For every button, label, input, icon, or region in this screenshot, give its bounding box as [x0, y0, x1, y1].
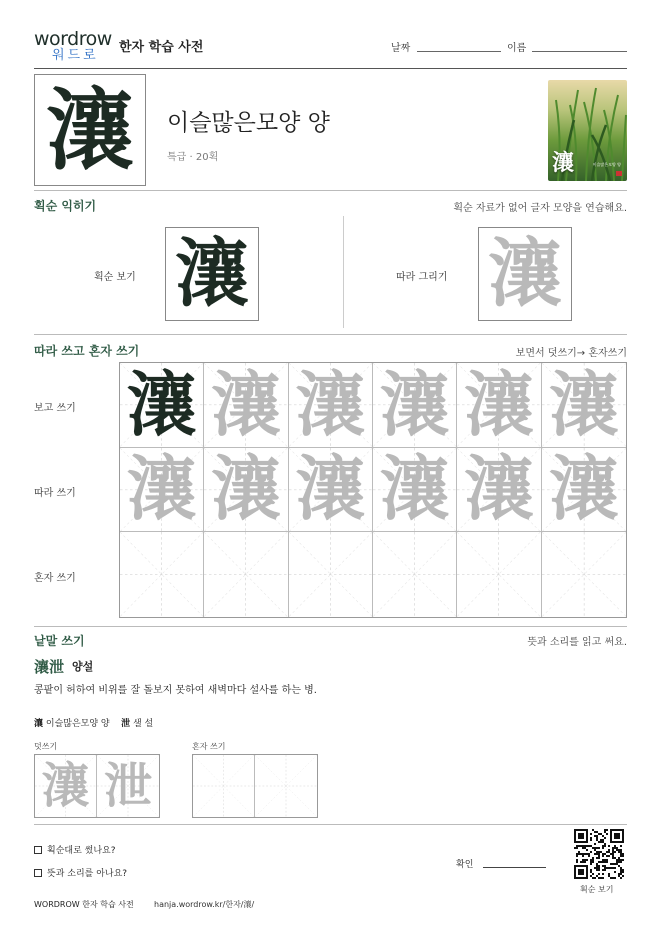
vocab-parts: [34, 716, 153, 729]
confirm-label: 확인: [456, 860, 474, 870]
check-label: 뜻과 소리를 아나요?: [47, 869, 128, 879]
stroke-section-title: 획순 익히기: [34, 199, 97, 213]
practice-grid: [119, 362, 627, 618]
practice-cell[interactable]: [289, 363, 373, 448]
practice-cell[interactable]: [120, 532, 204, 617]
part-gloss: 샐 설: [132, 719, 154, 729]
practice-character: 瀼: [463, 363, 534, 446]
guide-lines: [255, 755, 317, 817]
practice-character: 瀼: [379, 363, 450, 446]
vocab-alone-label: 혼자 쓰기: [192, 742, 226, 751]
name-field[interactable]: [532, 51, 627, 52]
name-label: 이름: [507, 43, 527, 54]
logo-korean: 워드로: [52, 48, 99, 63]
hero-character: 瀼: [45, 78, 134, 182]
qr-code-icon[interactable]: [574, 829, 624, 879]
practice-cell[interactable]: [373, 448, 457, 533]
vocab-trace-character: 瀼: [41, 758, 90, 814]
row-label-trace-write: 따라 쓰기: [34, 488, 76, 499]
vocab-trace-cell[interactable]: [35, 755, 97, 817]
trace-character: 瀼: [488, 231, 562, 317]
date-label: 날짜: [391, 43, 411, 54]
practice-cell[interactable]: [457, 448, 541, 533]
thumb-character: 瀼: [552, 150, 575, 176]
practice-character: 瀼: [295, 363, 366, 446]
practice-character: 瀼: [295, 447, 366, 531]
checklist-item-stroke[interactable]: [34, 843, 116, 856]
part-char: 瀼: [34, 719, 44, 729]
practice-cell[interactable]: [289, 448, 373, 533]
vocab-trace-cell[interactable]: [97, 755, 159, 817]
practice-cell[interactable]: [542, 532, 626, 617]
guide-lines: [542, 532, 626, 617]
vocab-alone-cell[interactable]: [255, 755, 317, 817]
header-rule: [34, 68, 627, 69]
date-field[interactable]: [417, 51, 501, 52]
check-label: 획순대로 썼나요?: [47, 846, 116, 856]
checkbox[interactable]: [34, 869, 42, 877]
stroke-section-note: 획순 자료가 없어 글자 모양을 연습해요.: [453, 203, 627, 214]
trace-box[interactable]: [478, 227, 572, 321]
part-char: 泄: [121, 719, 131, 729]
vocab-section-note: 뜻과 소리를 읽고 써요.: [527, 637, 627, 648]
practice-character: 瀼: [126, 363, 197, 446]
thumb-badge: [616, 171, 622, 176]
row-label-look-write: 보고 쓰기: [34, 403, 76, 414]
vocab-reading: 양설: [72, 660, 94, 673]
practice-cell[interactable]: [373, 532, 457, 617]
practice-cell[interactable]: [457, 532, 541, 617]
vocab-section-title: 낱말 쓰기: [34, 634, 85, 648]
guide-lines: [193, 755, 254, 817]
practice-character: 瀼: [548, 447, 619, 531]
vocab-trace-box: [34, 754, 160, 818]
practice-cell[interactable]: [204, 532, 288, 617]
header-title: 한자 학습 사전: [119, 40, 204, 55]
guide-lines: [204, 532, 287, 617]
logo-wordmark: wordrow: [34, 28, 112, 50]
hero-meaning: 이슬많은모양 양: [167, 110, 330, 136]
hero-rule: [34, 190, 627, 191]
practice-cell[interactable]: [120, 363, 204, 448]
practice-character: 瀼: [463, 447, 534, 531]
vocab-alone-box: [192, 754, 318, 818]
practice-character: 瀼: [126, 447, 197, 531]
footer-url[interactable]: hanja.wordrow.kr/한자/瀼/: [154, 900, 255, 909]
practice-character: 瀼: [548, 363, 619, 446]
practice-rule: [34, 626, 627, 627]
hero-grade-strokes: 특급 · 20획: [167, 152, 219, 163]
practice-character: 瀼: [210, 447, 281, 531]
stroke-view-label: 획순 보기: [94, 272, 136, 283]
guide-lines: [457, 532, 540, 617]
thumb-caption: 이슬많은모양 양: [592, 162, 621, 167]
confirm-field[interactable]: [483, 867, 546, 868]
checklist-item-meaning[interactable]: [34, 866, 127, 879]
vocab-trace-label: 덧쓰기: [34, 742, 58, 751]
vocab-definition: 콩팥이 허하여 비위를 잘 돌보지 못하여 새벽마다 설사를 하는 병.: [34, 685, 317, 696]
vocab-alone-cell[interactable]: [193, 755, 255, 817]
practice-character: 瀼: [210, 363, 281, 446]
practice-section-note: 보면서 덧쓰기→ 혼자쓰기: [515, 348, 627, 359]
practice-section-title: 따라 쓰고 혼자 쓰기: [34, 344, 140, 358]
wordrow-logo: [34, 30, 114, 62]
stroke-divider: [343, 216, 344, 328]
footer-brand: WORDROW 한자 학습 사전: [34, 900, 134, 909]
vocab-trace-character: 泄: [103, 758, 152, 814]
practice-character: 瀼: [379, 447, 450, 531]
illustration-thumbnail: [548, 80, 627, 181]
qr-caption: 획순 보기: [580, 885, 614, 894]
practice-cell[interactable]: [542, 448, 626, 533]
stroke-view-character: 瀼: [175, 231, 249, 317]
practice-cell[interactable]: [542, 363, 626, 448]
practice-cell[interactable]: [204, 363, 288, 448]
practice-cell[interactable]: [457, 363, 541, 448]
trace-label: 따라 그리기: [396, 272, 448, 283]
guide-lines: [373, 532, 456, 617]
row-label-alone-write: 혼자 쓰기: [34, 573, 76, 584]
practice-cell[interactable]: [204, 448, 288, 533]
practice-cell[interactable]: [289, 532, 373, 617]
part-gloss: 이슬많은모양 양: [45, 719, 110, 729]
practice-cell[interactable]: [120, 448, 204, 533]
guide-lines: [289, 532, 372, 617]
vocab-rule: [34, 824, 627, 825]
guide-lines: [120, 532, 203, 617]
hero-character-box: [34, 74, 146, 186]
stroke-rule: [34, 334, 627, 335]
vocab-word: 瀼泄: [34, 658, 65, 676]
stroke-view-box: [165, 227, 259, 321]
checkbox[interactable]: [34, 846, 42, 854]
practice-cell[interactable]: [373, 363, 457, 448]
